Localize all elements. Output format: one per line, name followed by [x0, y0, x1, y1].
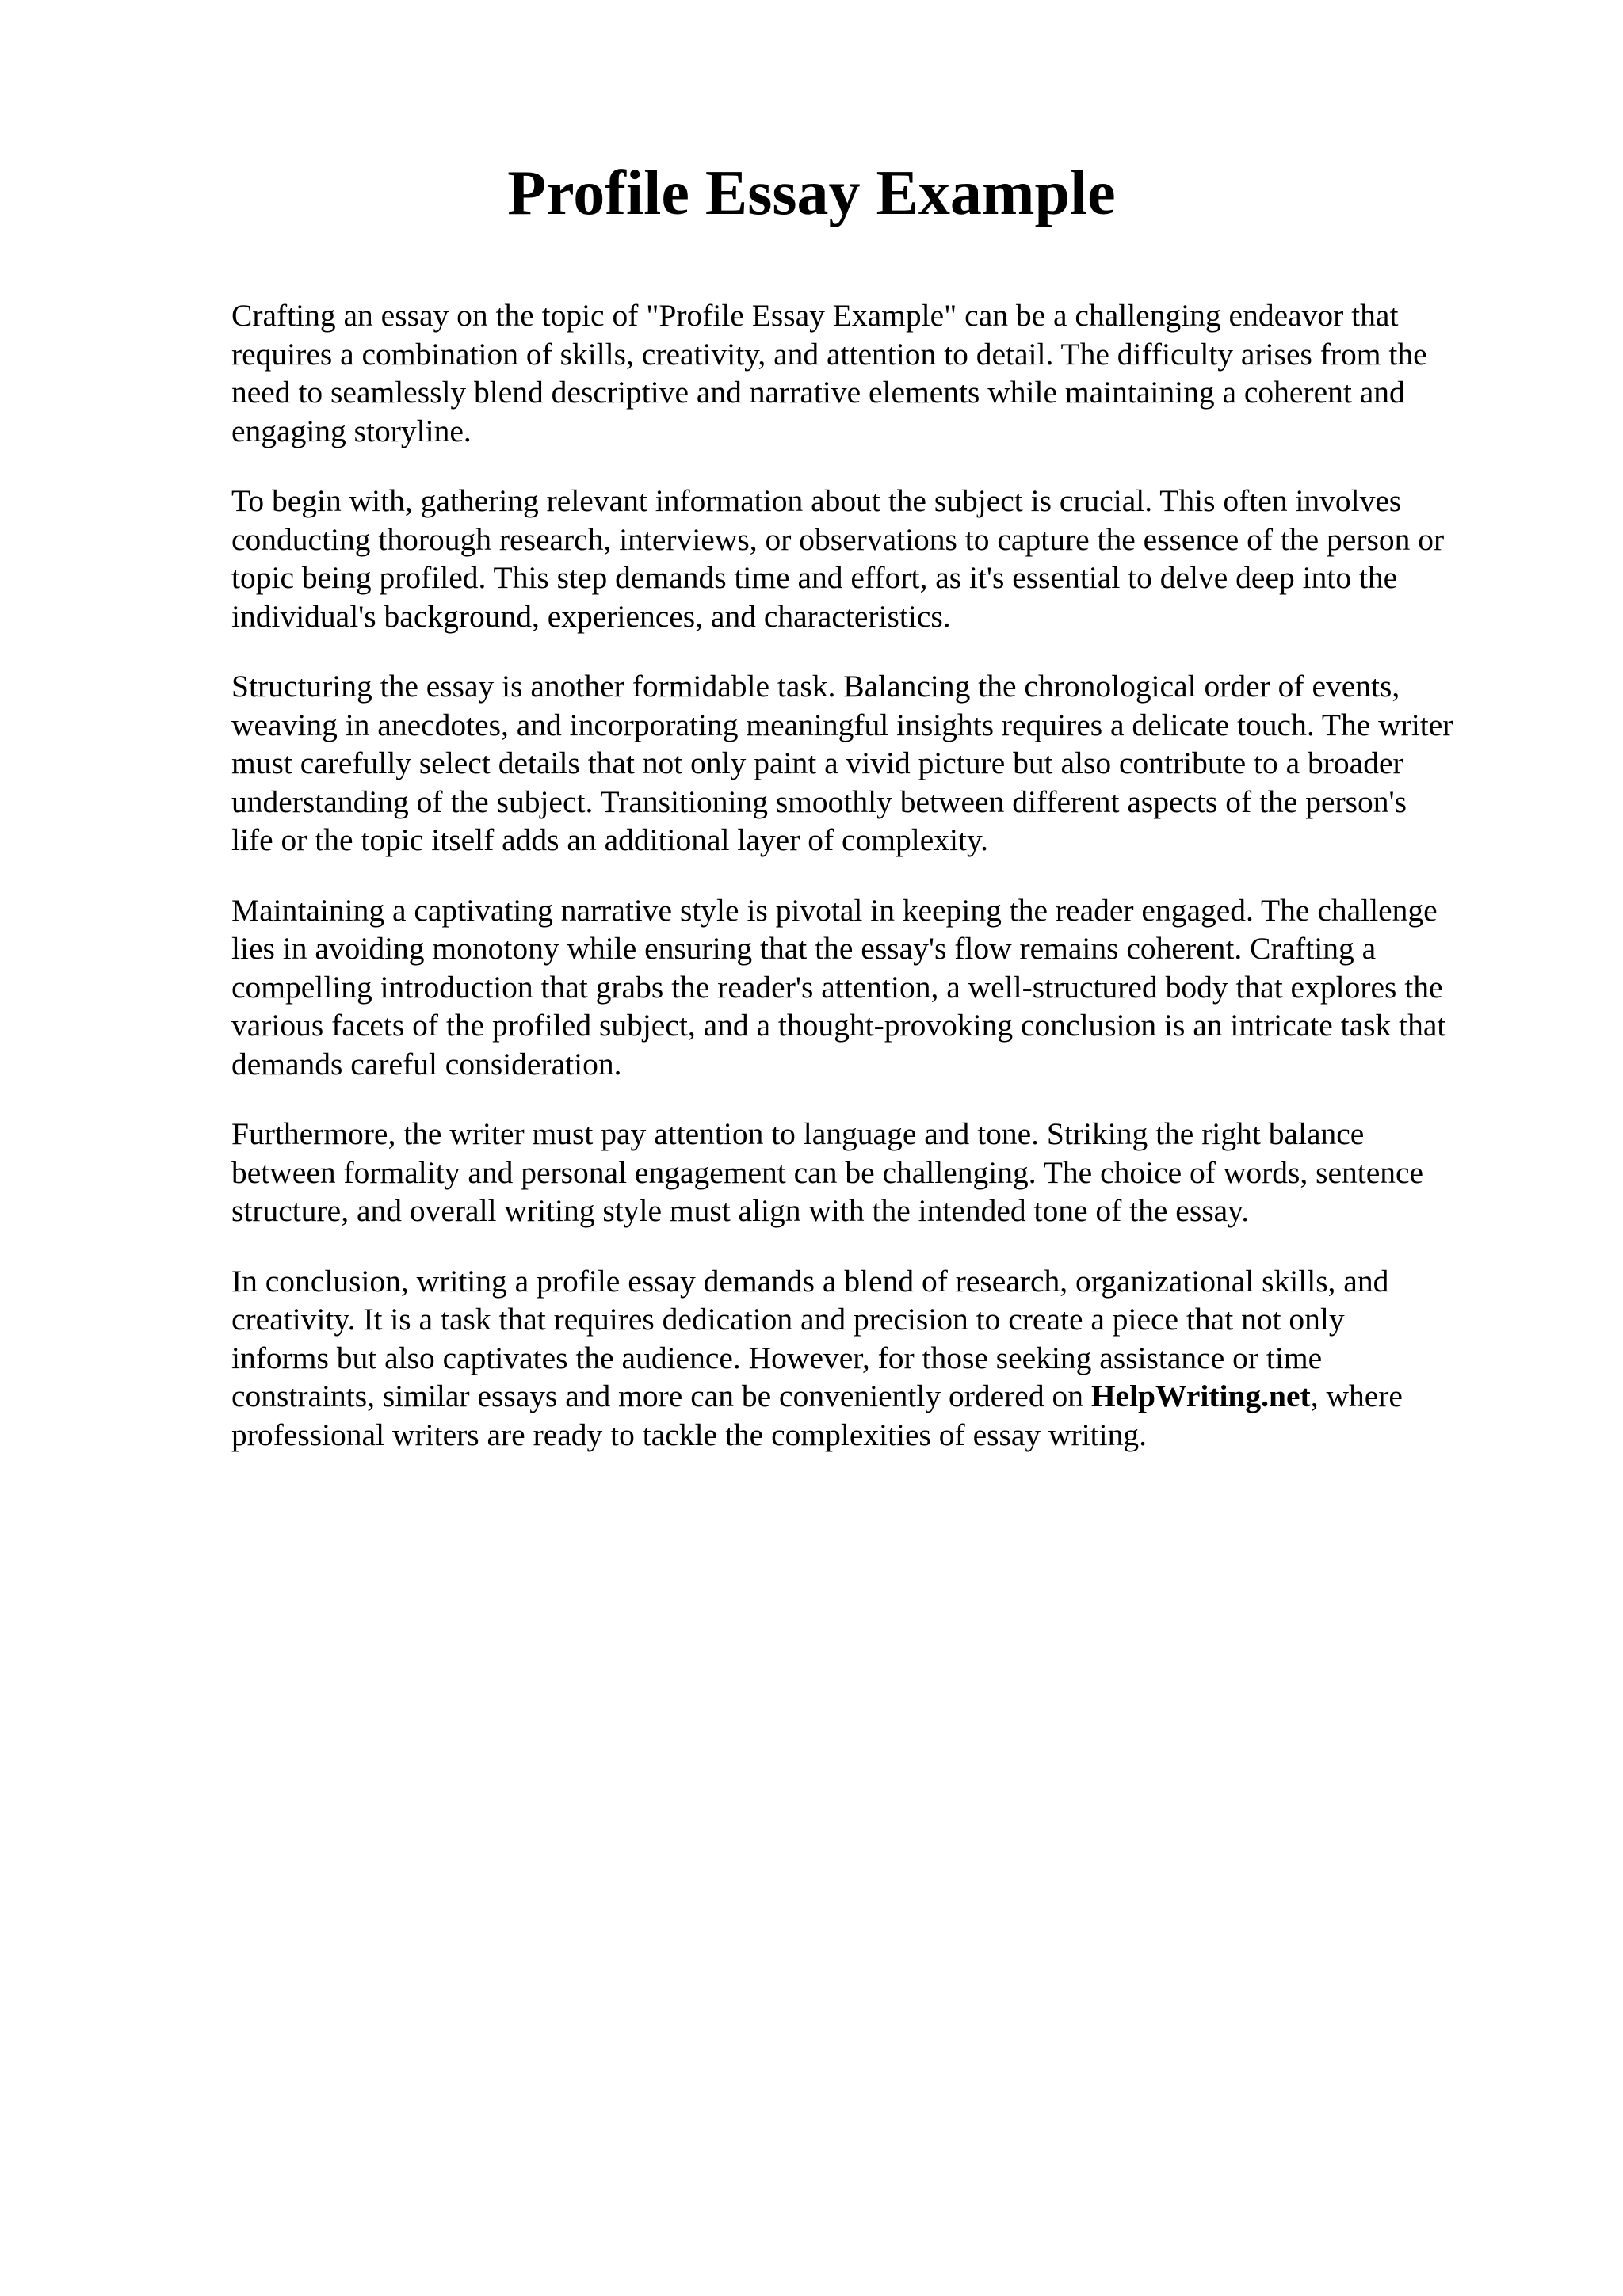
paragraph-line: individual's background, experiences, and characteristics. — [231, 598, 951, 634]
paragraph-line: informs but also captivates the audience. However, for those seeking assistance or time — [231, 1340, 1323, 1375]
paragraph-line: lies in avoiding monotony while ensuring that the essay's flow remains coherent. Crafting a — [231, 931, 1377, 966]
paragraph-4 — [231, 891, 1531, 1084]
paragraph-6 — [231, 1262, 1531, 1455]
helpwriting-link[interactable]: HelpWriting.net — [1090, 1379, 1311, 1413]
paragraph-line: In conclusion, writing a profile essay demands a blend of research, organizational skills, and — [231, 1263, 1389, 1299]
paragraph-line: must carefully select details that not only paint a vivid picture but also contribute to a broader — [231, 746, 1403, 780]
paragraph-line: creativity. It is a task that requires dedication and precision to create a piece that not only — [231, 1302, 1345, 1337]
paragraph-line: weaving in anecdotes, and incorporating meaningful insights requires a delicate touch. The writer — [231, 707, 1453, 742]
link-line-before-text: constraints, similar essays and more can be conveniently ordered on — [231, 1379, 1091, 1413]
document-title: Profile Essay Example — [507, 158, 1116, 228]
paragraph-line: Furthermore, the writer must pay attention to language and tone. Striking the right balance — [231, 1116, 1365, 1151]
paragraph-line: understanding of the subject. Transitioning smoothly between different aspects of the person's — [231, 784, 1407, 819]
paragraph-2 — [231, 482, 1531, 635]
paragraph-line: need to seamlessly blend descriptive and narrative elements while maintaining a coherent and — [231, 375, 1405, 410]
paragraph-5 — [231, 1115, 1531, 1230]
paragraph-line-with-link — [231, 1377, 1531, 1416]
paragraph-3 — [231, 667, 1531, 860]
paragraph-line: conducting thorough research, interviews, or observations to capture the essence of the person or — [231, 521, 1445, 557]
paragraph-line: requires a combination of skills, creativity, and attention to detail. The difficulty arises from the — [231, 336, 1427, 372]
paragraph-line: engaging storyline. — [231, 413, 472, 448]
paragraph-line: professional writers are ready to tackle the complexities of essay writing. — [231, 1417, 1147, 1452]
paragraph-line: Crafting an essay on the topic of "Profile Essay Example" can be a challenging endeavor that — [231, 298, 1399, 333]
paragraph-1 — [231, 296, 1531, 450]
link-line-after-text: , where — [1310, 1379, 1403, 1413]
paragraph-line: life or the topic itself adds an additional layer of complexity. — [231, 822, 989, 857]
paragraph-line: various facets of the profiled subject, and a thought-provoking conclusion is an intricate task that — [231, 1008, 1446, 1043]
document-body — [231, 296, 1531, 1486]
paragraph-line: topic being profiled. This step demands time and effort, as it's essential to delve deep into the — [231, 560, 1398, 595]
paragraph-line: compelling introduction that grabs the reader's attention, a well-structured body that explores the — [231, 969, 1443, 1005]
paragraph-line: Structuring the essay is another formidable task. Balancing the chronological order of events, — [231, 669, 1400, 704]
paragraph-line: Maintaining a captivating narrative style is pivotal in keeping the reader engaged. The challenge — [231, 892, 1438, 928]
paragraph-line: demands careful consideration. — [231, 1046, 622, 1081]
paragraph-line: To begin with, gathering relevant information about the subject is crucial. This often involves — [231, 483, 1402, 518]
paragraph-line: structure, and overall writing style must align with the intended tone of the essay. — [231, 1193, 1250, 1228]
paragraph-line: between formality and personal engagement can be challenging. The choice of words, sentence — [231, 1154, 1424, 1190]
